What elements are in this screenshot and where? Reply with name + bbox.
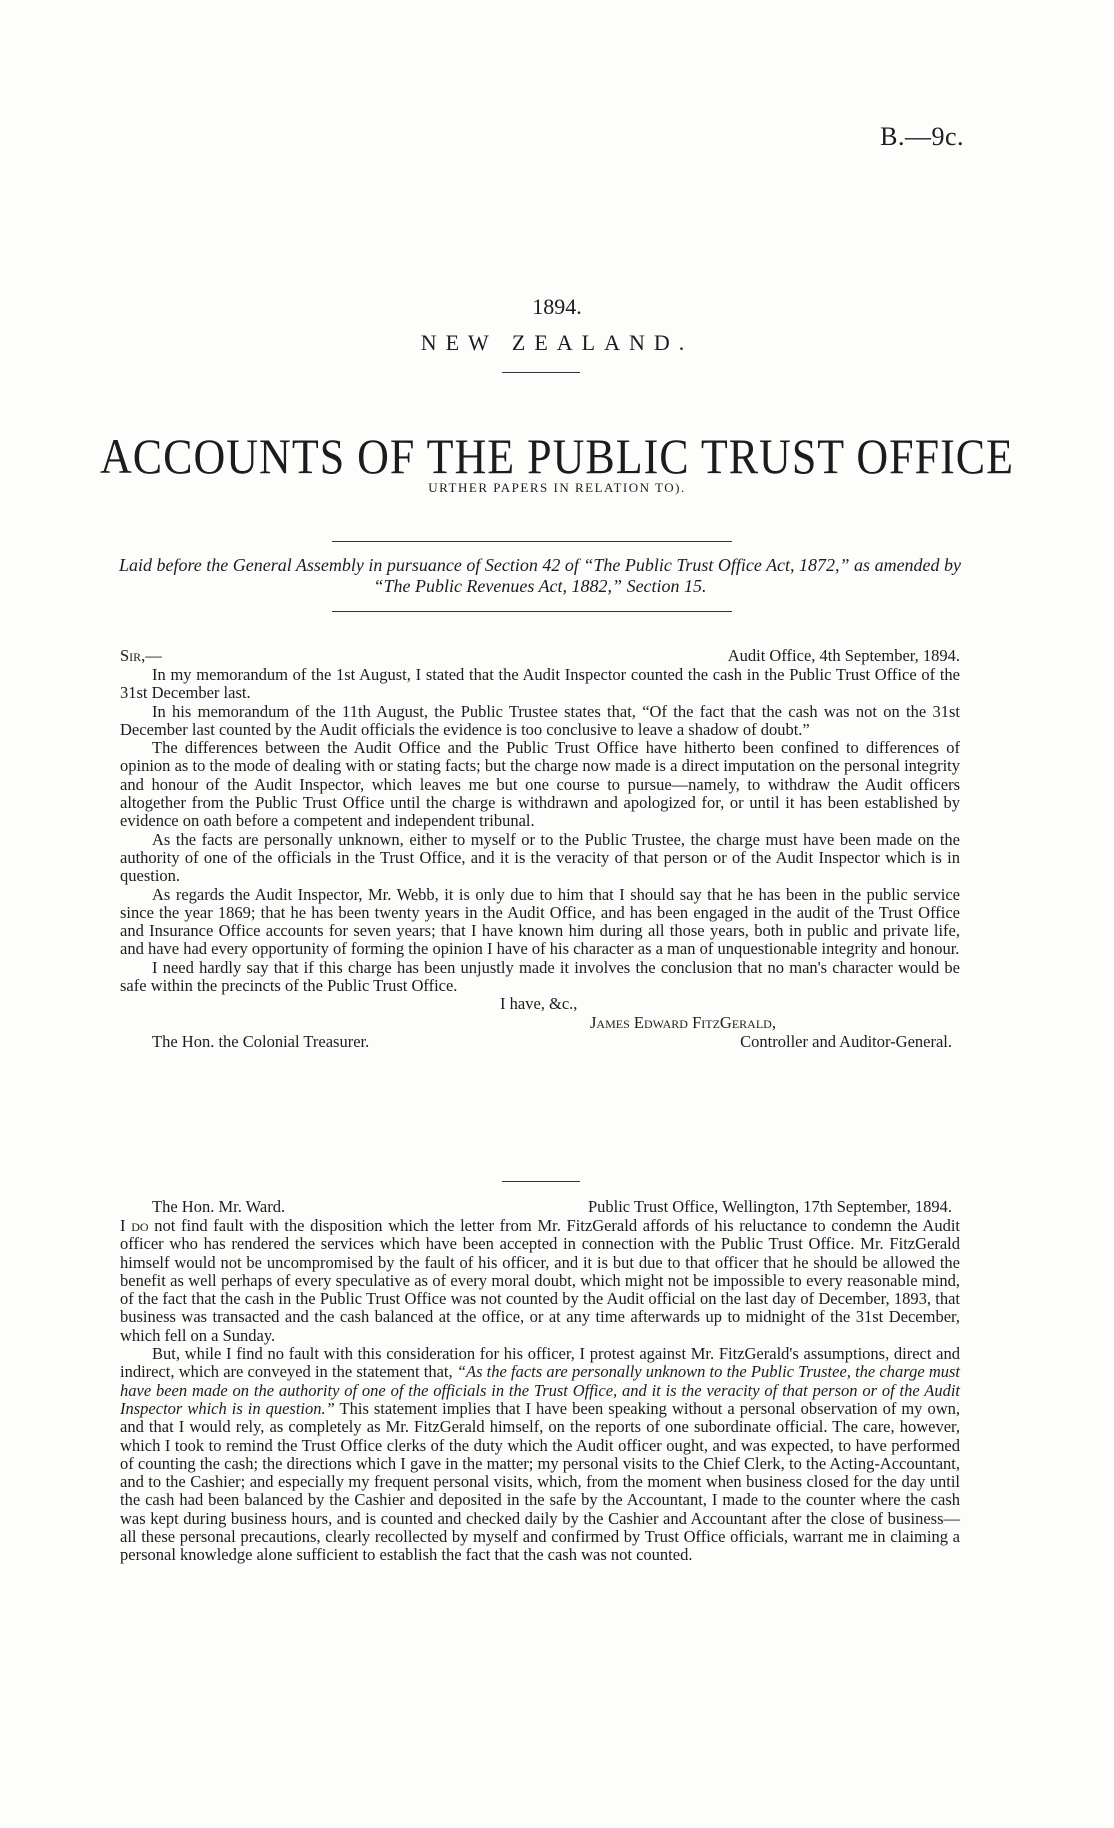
dateline: Public Trust Office, Wellington, 17th September, 1894. xyxy=(587,1197,952,1216)
divider-top-laid xyxy=(332,541,732,542)
divider-short xyxy=(502,372,580,373)
country-heading: NEW ZEALAND. xyxy=(420,330,694,355)
letter2-heading-row xyxy=(120,1198,960,1217)
letter-audit-office xyxy=(120,647,960,1052)
laid-before-note: Laid before the General Assembly in pursuance of Section 42 of “The Public Trust Office Act, 1872,” as amended by “The Public Revenues Act, 1882,” Section 15. xyxy=(118,555,962,596)
signature: James Edward FitzGerald, xyxy=(590,1013,776,1033)
closing-row xyxy=(120,995,960,1014)
paper-reference: B.—9c. xyxy=(880,122,964,151)
paragraph: In my memorandum of the 1st August, I stated that the Audit Inspector counted the cash in the Public Trust Office of the 31st December last. xyxy=(120,665,960,703)
paragraph: I need hardly say that if this charge has been unjustly made it involves the conclusion that no man's character would be safe within the precincts of the Public Trust Office. xyxy=(120,957,960,996)
lead-words: I do xyxy=(120,1216,149,1235)
divider-bottom-laid xyxy=(332,611,732,612)
paragraph: As regards the Audit Inspector, Mr. Webb, it is only due to him that I should say that he has been in the public service since the year 1869; that he has been twenty years in the Audit Office, and has been engaged in the audit of the Trust Office and Insurance Office accounts for seven years; that I have known him during all those years, both in public and private life, and have had every opportunity of forming the opinion I have of his character as a man of unquestionable integrity and honour. xyxy=(120,884,960,959)
signature-title: Controller and Auditor-General. xyxy=(740,1032,952,1052)
paragraph: As the facts are personally unknown, either to myself or to the Public Trustee, the charge must have been made on the authority of one of the officials in the Trust Office, and it is the veracity of that person or of the Audit Inspector which is in question. xyxy=(120,829,960,886)
paragraph-text: But, while I find no fault with this consideration for his officer, I protest against Mr. FitzGerald's assumptions, direct and indirect, which are conveyed in the statement that, xyxy=(120,1344,960,1382)
paragraph-text: This statement implies that I have been speaking without a personal observation of my own, and that I would rely, as completely as Mr. FitzGerald himself, on the reports of one subordinate official. The care, however, which I took to remind the Trust Office clerks of the duty which the Audit officer ought, and was expected, to have performed of counting the cash; the directions which I gave in the matter; my personal visits to the Chief Clerk, to the Acting-Accountant, and to the Cashier; and especially my frequent personal visits, which, from the moment when business closed for the day until the cash had been balanced by the Cashier and deposited in the safe by the Accountant, I made to the counter where the cash was kept during business hours, and is counted and checked daily by the Cashier and Accountant after the close of business—all these personal precautions, clearly recollected by myself and confirmed by Trust Office officials, warrant me in claiming a personal knowledge alone sufficient to establish the fact that the cash was not counted. xyxy=(120,1398,960,1565)
addressee: The Hon. Mr. Ward. xyxy=(152,1197,286,1216)
divider-letters xyxy=(502,1181,580,1182)
paragraph: In his memorandum of the 11th August, the Public Trustee states that, “Of the fact that the cash was not on the 31st December last counted by the Audit officials the evidence is too conclusive to leave a shadow of doubt.” xyxy=(120,701,960,739)
letter1-heading-row xyxy=(120,647,960,666)
document-subtitle: URTHER PAPERS IN RELATION TO). xyxy=(428,480,686,495)
closing: I have, &c., xyxy=(500,994,578,1014)
document-title: ACCOUNTS OF THE PUBLIC TRUST OFFICE xyxy=(100,429,1014,484)
year: 1894. xyxy=(532,294,582,319)
dateline: Audit Office, 4th September, 1894. xyxy=(727,646,960,665)
addressee-row xyxy=(120,1033,960,1052)
salutation: Sir,— xyxy=(120,646,162,665)
signature-row xyxy=(120,1014,960,1033)
paragraph: The differences between the Audit Office and the Public Trust Office have hitherto been confined to differences of opinion as to the mode of dealing with or stating facts; but the charge now made is a direct imputation on the personal integrity and honour of the Audit Inspector, which leaves me but one course to pursue—namely, to withdraw the Audit officers altogether from the Public Trust Office until the charge is withdrawn and apologized for, or until it has been established by evidence on oath before a competent and independent tribunal. xyxy=(120,738,960,831)
paragraph xyxy=(120,1217,960,1345)
paragraph xyxy=(120,1345,960,1565)
quoted-text: “As the facts are personally unknown to the Public Trustee, the charge must have been made on the authority of one of the officials in the Trust Office, and it is the veracity of that person or of the Audit Inspector which is in question.” xyxy=(120,1362,961,1418)
paragraph-text: not find fault with the disposition which the letter from Mr. FitzGerald affords of his reluctance to condemn the Audit officer who has rendered the services which have been accepted in connection with the Public Trust Office. Mr. FitzGerald himself would not be uncompromised by the fault of his officer, and it is but due to that officer that he should be allowed the benefit as well perhaps of every speculative as of every moral doubt, which might not be impossible to every reasonable mind, of the fact that the cash in the Public Trust Office was not counted by the Audit official on the last day of December, 1893, that business was transacted and the cash balanced at the office, or at any time afterwards up to midnight of the 31st December, which fell on a Sunday. xyxy=(120,1216,960,1345)
addressee: The Hon. the Colonial Treasurer. xyxy=(152,1032,370,1052)
letter-public-trust-office xyxy=(120,1198,960,1565)
